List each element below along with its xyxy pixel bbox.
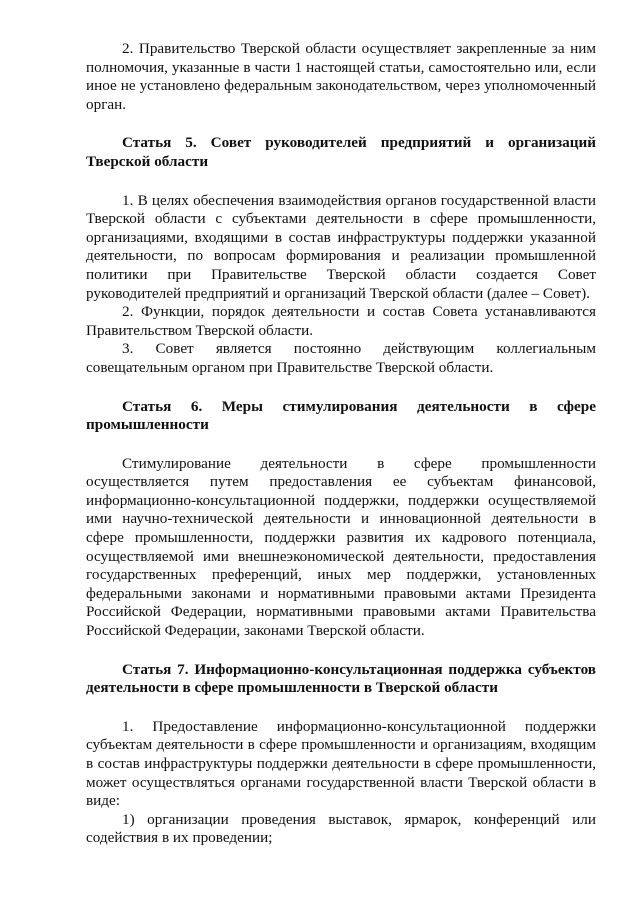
document-body — [86, 40, 596, 848]
paragraph-article7-part1-item1: 1) организации проведения выставок, ярмарок, конференций или содействия в их проведении; — [86, 810, 596, 847]
paragraph-article5-part3: 3. Совет является постоянно действующим коллегиальным совещательным органом при Правительстве Тверской области. — [86, 340, 596, 376]
paragraph-article4-part2: 2. Правительство Тверской области осуществляет закрепленные за ним полномочия, указанные в части 1 настоящей статьи, самостоятельно или, если иное не установлено федеральным законодательством, через уполномоченный орган. — [86, 40, 596, 113]
paragraph-article6: Стимулирование деятельности в сфере промышленности осуществляется путем предоставления ее субъектам финансовой, информационно-консультационной поддержки, поддержки осуществляемой ими научно-технической деятельности и инновационной деятельности в сфере промышленности, поддержки развития их кадрового потенциала, осуществляемой ими внешнеэкономической деятельности, предоставления государственных преференций, иных мер поддержки, установленных федеральными законами и нормативными правовыми актами Президента Российской Федерации, нормативными правовыми актами Правительства Российской Федерации, законами Тверской области. — [86, 454, 596, 640]
paragraph-article5-part2: 2. Функции, порядок деятельности и состав Совета устанавливаются Правительством Тверской области. — [86, 303, 596, 339]
paragraph-article7-part1: 1. Предоставление информационно-консультационной поддержки субъектам деятельности в сфере промышленности и организациям, входящим в состав инфраструктуры поддержки деятельности в сфере промышленности, может осуществляться органами государственной власти Тверской области в виде: — [86, 717, 596, 810]
article-6-heading: Статья 6. Меры стимулирования деятельности в сфере промышленности — [86, 397, 596, 434]
paragraph-article5-part1: 1. В целях обеспечения взаимодействия органов государственной власти Тверской области с субъектами деятельности в сфере промышленности, организациями, входящими в состав инфраструктуры поддержки указанной деятельности, по вопросам формирования и реализации промышленной политики при Правительстве Тверской области создается Совет руководителей предприятий и организаций Тверской области (далее – Совет). — [86, 191, 596, 302]
article-7-heading: Статья 7. Информационно-консультационная поддержка субъектов деятельности в сфере промышленности в Тверской области — [86, 660, 596, 697]
article-5-heading: Статья 5. Совет руководителей предприятий и организаций Тверской области — [86, 134, 596, 170]
